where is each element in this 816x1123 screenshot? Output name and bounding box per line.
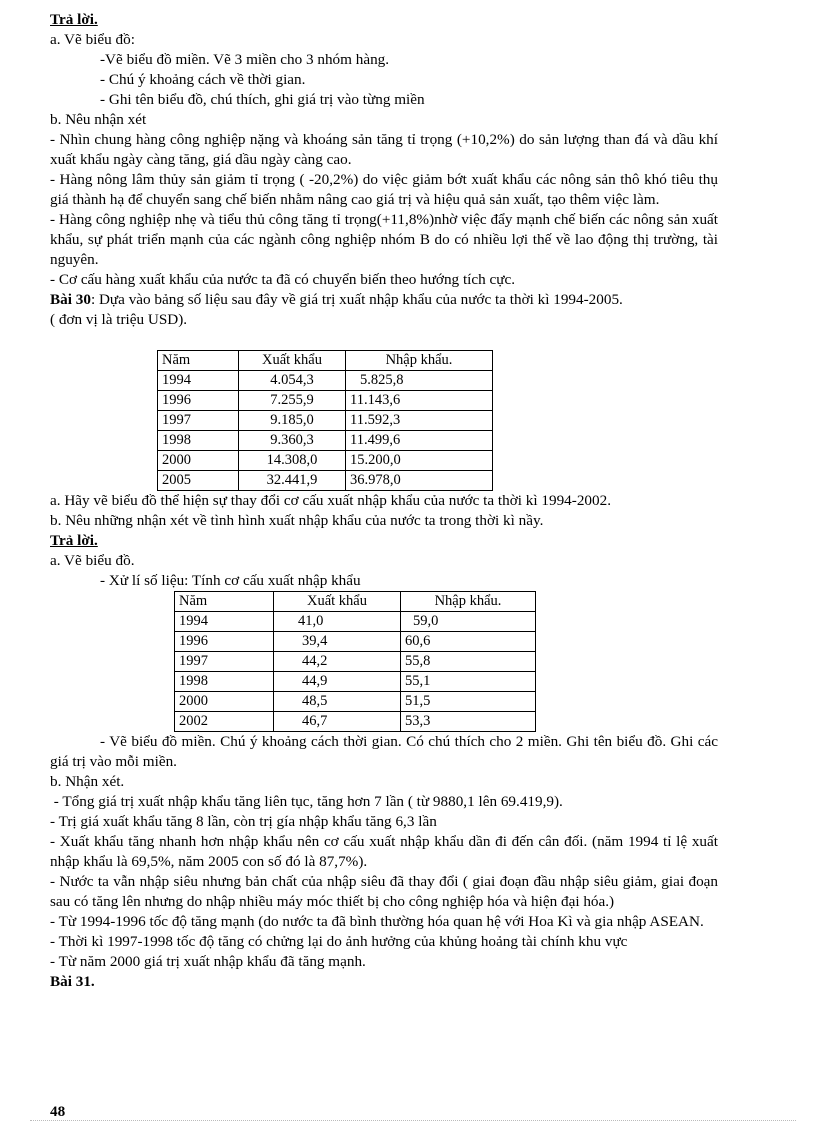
table-cell: 53,3 bbox=[401, 712, 536, 732]
table-header: Năm bbox=[158, 351, 239, 371]
table-cell: 51,5 bbox=[401, 692, 536, 712]
table-cell: 60,6 bbox=[401, 632, 536, 652]
table-header-row bbox=[158, 351, 493, 371]
draw-note: - Vẽ biểu đồ miền. Chú ý khoảng cách thời gian. Có chú thích cho 2 miền. Ghi tên biểu đồ. Ghi các giá trị vào mỗi miền. bbox=[50, 733, 718, 770]
table-cell: 1994 bbox=[158, 371, 239, 391]
unit-note: ( đơn vị là triệu USD). bbox=[50, 311, 188, 328]
list-item: -Vẽ biểu đồ miền. Vẽ 3 miền cho 3 nhóm hàng. bbox=[100, 51, 390, 68]
table-row bbox=[175, 612, 536, 632]
table-row bbox=[158, 431, 493, 451]
table-cell: 44,9 bbox=[274, 672, 401, 692]
table-cell: 1997 bbox=[175, 652, 274, 672]
part-b-title: b. Nêu nhận xét bbox=[50, 111, 147, 128]
table-cell: 39,4 bbox=[274, 632, 401, 652]
document-page bbox=[50, 10, 718, 992]
page-number: 48 bbox=[50, 1103, 66, 1120]
paragraph: - Hàng nông lâm thủy sản giảm tỉ trọng ( -20,2%) do việc giảm bớt xuất khẩu các nông sản thô khó tiêu thụ giá thành hạ để chuyển sang chế biến nhằm nâng cao giá trị và hiệu quả sản xuất, tạo thêm việc làm. bbox=[50, 171, 718, 208]
paragraph: - Tổng giá trị xuất nhập khẩu tăng liên tục, tăng hơn 7 lần ( từ 9880,1 lên 69.419,9). bbox=[50, 793, 563, 810]
table-header: Nhập khẩu. bbox=[401, 592, 536, 612]
table-cell: 46,7 bbox=[274, 712, 401, 732]
table-cell: 1998 bbox=[175, 672, 274, 692]
part-b-title: b. Nhận xét. bbox=[50, 773, 125, 790]
part-a-title: a. Vẽ biểu đồ: bbox=[50, 31, 135, 48]
answer-heading: Trả lời. bbox=[50, 532, 98, 549]
question-b: b. Nêu những nhận xét về tình hình xuất nhập khẩu của nước ta trong thời kì nầy. bbox=[50, 512, 544, 529]
table-row bbox=[175, 672, 536, 692]
table-cell: 1997 bbox=[158, 411, 239, 431]
table-row bbox=[175, 652, 536, 672]
table-row bbox=[158, 451, 493, 471]
table-header-row bbox=[175, 592, 536, 612]
table-cell: 32.441,9 bbox=[239, 471, 346, 491]
process-note: - Xử lí số liệu: Tính cơ cấu xuất nhập khẩu bbox=[100, 572, 361, 589]
table-header: Nhập khẩu. bbox=[346, 351, 493, 371]
exercise-text: : Dựa vào bảng số liệu sau đây về giá trị xuất nhập khẩu của nước ta thời kì 1994-2005. bbox=[90, 291, 623, 308]
table-cell: 9.185,0 bbox=[239, 411, 346, 431]
table-cell: 1994 bbox=[175, 612, 274, 632]
paragraph: - Nhìn chung hàng công nghiệp nặng và khoáng sản tăng tỉ trọng (+10,2%) do sản lượng than đá và dầu khí xuất khẩu ngày càng tăng, giá dầu ngày càng cao. bbox=[50, 131, 718, 168]
table-cell: 55,8 bbox=[401, 652, 536, 672]
answer-heading: Trả lời. bbox=[50, 11, 98, 28]
paragraph: - Từ 1994-1996 tốc độ tăng mạnh (do nước ta đã bình thường hóa quan hệ với Hoa Kì và gia nhập ASEAN. bbox=[50, 913, 704, 930]
table-cell: 55,1 bbox=[401, 672, 536, 692]
table-cell: 2002 bbox=[175, 712, 274, 732]
table-cell: 1996 bbox=[175, 632, 274, 652]
paragraph: - Từ năm 2000 giá trị xuất nhập khẩu đã tăng mạnh. bbox=[50, 953, 366, 970]
paragraph: - Thời kì 1997-1998 tốc độ tăng có chửng lại do ảnh hưởng của khủng hoảng tài chính khu vực bbox=[50, 933, 628, 950]
table-row bbox=[158, 411, 493, 431]
table-row bbox=[158, 391, 493, 411]
table-cell: 1998 bbox=[158, 431, 239, 451]
table-cell: 11.592,3 bbox=[346, 411, 493, 431]
table-cell: 2000 bbox=[175, 692, 274, 712]
paragraph: - Cơ cấu hàng xuất khẩu của nước ta đã có chuyển biến theo hướng tích cực. bbox=[50, 271, 516, 288]
table-cell: 41,0 bbox=[274, 612, 401, 632]
exercise-30-prompt bbox=[50, 290, 718, 310]
table-cell: 2005 bbox=[158, 471, 239, 491]
table-cell: 11.499,6 bbox=[346, 431, 493, 451]
table-cell: 15.200,0 bbox=[346, 451, 493, 471]
structure-table bbox=[174, 591, 536, 732]
table-row bbox=[158, 471, 493, 491]
table-cell: 2000 bbox=[158, 451, 239, 471]
table-cell: 9.360,3 bbox=[239, 431, 346, 451]
table-cell: 48,5 bbox=[274, 692, 401, 712]
table-cell: 5.825,8 bbox=[346, 371, 493, 391]
table-row bbox=[175, 712, 536, 732]
list-item: - Ghi tên biểu đồ, chú thích, ghi giá trị vào từng miền bbox=[100, 91, 425, 108]
paragraph: - Nước ta vẫn nhập siêu nhưng bản chất của nhập siêu đã thay đổi ( giai đoạn đầu nhập siêu giảm, giai đoạn sau có tăng lên nhưng do nhập nhiều máy móc thiết bị cho công nghiệp hóa và hiện đại hóa.) bbox=[50, 873, 718, 910]
trade-value-table bbox=[157, 350, 493, 491]
table-row bbox=[158, 371, 493, 391]
paragraph: - Trị giá xuất khẩu tăng 8 lần, còn trị gía nhập khẩu tăng 6,3 lần bbox=[50, 813, 437, 830]
paragraph: - Xuất khẩu tăng nhanh hơn nhập khẩu nên cơ cấu xuất nhập khẩu dần đi đến cân đối. (năm 1994 tỉ lệ xuất nhập khẩu là 69,5%, năm 2005 con số đó là 87,7%). bbox=[50, 833, 718, 870]
table-header: Năm bbox=[175, 592, 274, 612]
question-a: a. Hãy vẽ biểu đồ thể hiện sự thay đổi cơ cấu xuất nhập khẩu của nước ta thời kì 1994-2002. bbox=[50, 492, 612, 509]
footer-rule bbox=[30, 1120, 796, 1121]
table-header: Xuất khẩu bbox=[274, 592, 401, 612]
table-cell: 59,0 bbox=[401, 612, 536, 632]
table-cell: 36.978,0 bbox=[346, 471, 493, 491]
table-cell: 14.308,0 bbox=[239, 451, 346, 471]
exercise-31-label: Bài 31. bbox=[50, 973, 95, 990]
table-cell: 44,2 bbox=[274, 652, 401, 672]
exercise-label: Bài 30 bbox=[50, 291, 91, 308]
table-cell: 1996 bbox=[158, 391, 239, 411]
table-cell: 7.255,9 bbox=[239, 391, 346, 411]
table-cell: 4.054,3 bbox=[239, 371, 346, 391]
table-header: Xuất khẩu bbox=[239, 351, 346, 371]
table-row bbox=[175, 692, 536, 712]
table-cell: 11.143,6 bbox=[346, 391, 493, 411]
part-a-title: a. Vẽ biểu đồ. bbox=[50, 552, 135, 569]
table-row bbox=[175, 632, 536, 652]
list-item: - Chú ý khoảng cách về thời gian. bbox=[100, 71, 306, 88]
paragraph: - Hàng công nghiệp nhẹ và tiểu thủ công tăng tỉ trọng(+11,8%)nhờ việc đẩy mạnh chế biến các nông sản xuất khẩu, sự phát triển mạnh của các ngành công nghiệp nhóm B do có nhiều lợi thế về lao động thị trường, tài nguyên. bbox=[50, 211, 718, 268]
